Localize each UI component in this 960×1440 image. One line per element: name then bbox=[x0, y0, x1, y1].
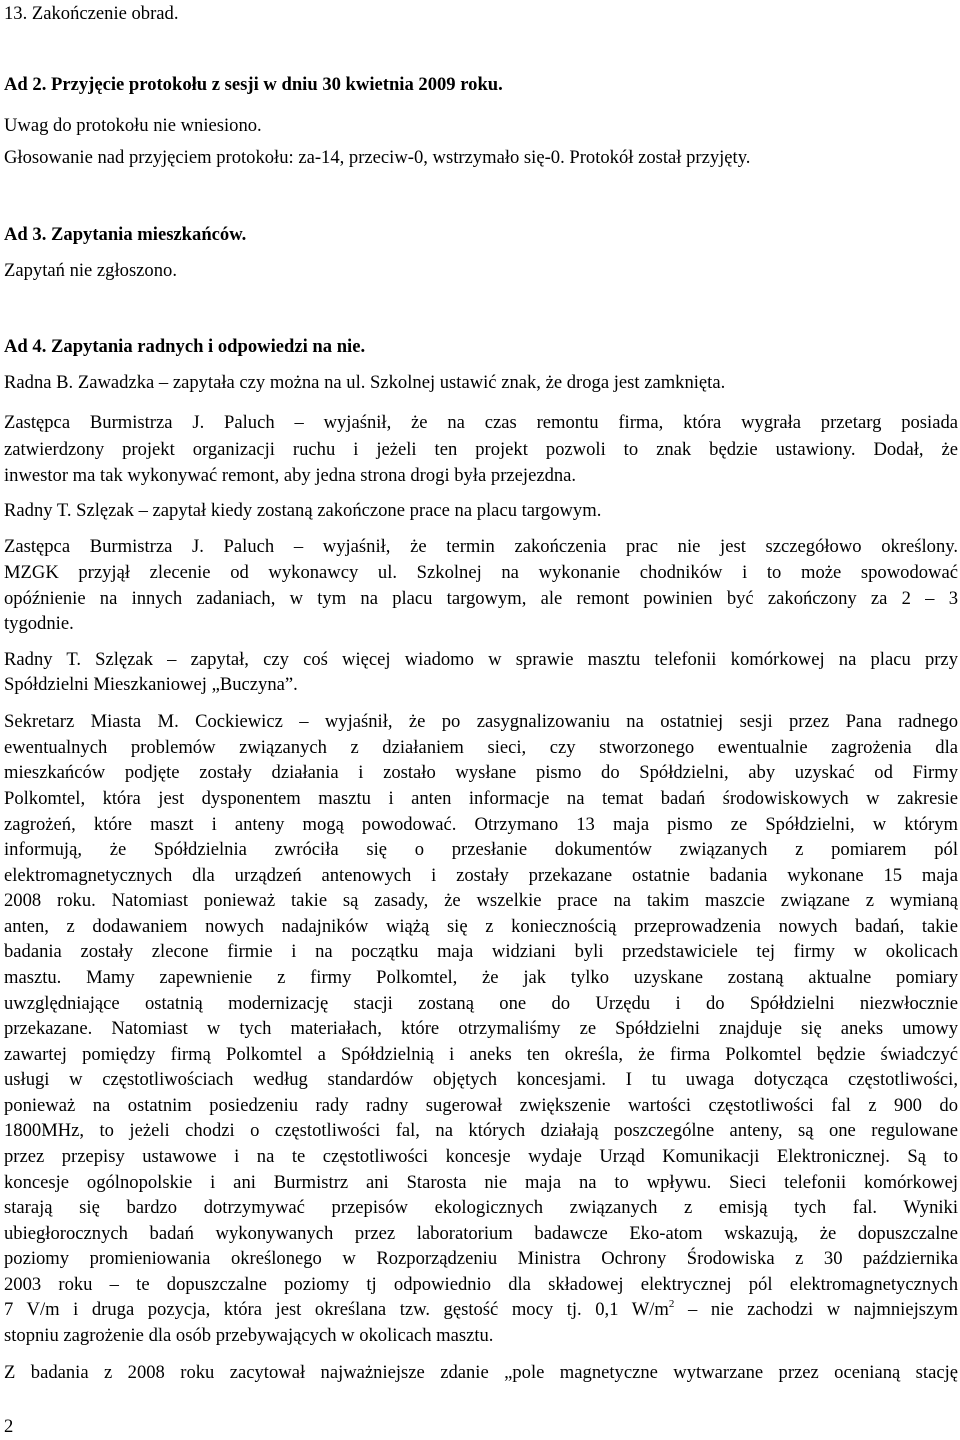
section-heading-13: 13. Zakończenie obrad. bbox=[4, 3, 179, 24]
paragraph-line: opóźnienie na innych zadaniach, w tym na placu targowym, ale remont powinien być zakończony za 2 – 3 bbox=[4, 588, 958, 609]
paragraph-line: ubiegłorocznych badań wykonywanych przez laboratorium badawcze Eko-atom wskazują, że dopuszczalne bbox=[4, 1223, 958, 1244]
paragraph-line: starają się bardzo dotrzymywać przepisów ekologicznych związanych z emisją tych fal. Wyniki bbox=[4, 1197, 958, 1218]
page-number: 2 bbox=[4, 1416, 14, 1437]
agenda-item-2-vote: Głosowanie nad przyjęciem protokołu: za-14, przeciw-0, wstrzymało się-0. Protokół został przyjęty. bbox=[4, 147, 751, 168]
paragraph-line: elektromagnetycznych dla urządzeń antenowych i zostały przekazane ostatnie badania wykonane 15 maja bbox=[4, 865, 958, 886]
paragraph-line: poziomy promieniowania określonego w Rozporządzeniu Ministra Ochrony Środowiska z 30 października bbox=[4, 1248, 958, 1269]
paragraph-line: stopniu zagrożenie dla osób przebywających w okolicach masztu. bbox=[4, 1325, 494, 1346]
text-segment: – nie zachodzi w najmniejszym bbox=[674, 1299, 958, 1320]
paragraph-line: Zastępca Burmistrza J. Paluch – wyjaśnił, że termin zakończenia prac nie jest szczegółowo określony. bbox=[4, 536, 958, 557]
paragraph-line: Sekretarz Miasta M. Cockiewicz – wyjaśnił, że po zasygnalizowaniu na ostatniej sesji przez Pana radnego bbox=[4, 711, 958, 732]
paragraph-line: 2008 roku. Natomiast ponieważ takie są zasady, że wszelkie prace na takim maszcie związane z wymianą bbox=[4, 890, 958, 911]
paragraph-line: zawartej pomiędzy firmą Polkomtel a Spółdzielnią i aneks ten określa, że firma Polkomtel będzie świadczyć bbox=[4, 1044, 958, 1065]
superscript: 2 bbox=[668, 1297, 675, 1310]
paragraph-line: usługi w częstotliwościach według standardów objętych koncesjami. I tu uwaga dotycząca częstotliwości, bbox=[4, 1069, 958, 1090]
paragraph-line: tygodnie. bbox=[4, 613, 74, 634]
paragraph-line: koncesje ogólnopolskie i ani Burmistrz ani Starosta nie maja na to wpływu. Sieci telefonii komórkowej bbox=[4, 1172, 958, 1193]
paragraph-line: zagrożeń, które maszt i anteny mogą powodować. Otrzymano 13 maja pismo ze Spółdzielni, w którym bbox=[4, 814, 958, 835]
paragraph-line: mieszkańców podjęte zostały działania i zostało wysłane pismo do Spółdzielni, aby uzyskać od Firmy bbox=[4, 762, 958, 783]
paragraph-line: Radny T. Szlęzak – zapytał, czy coś więcej wiadomo w sprawie masztu telefonii komórkowej na placu przy bbox=[4, 649, 958, 670]
text-segment: 7 V/m i druga pozycja, która jest określana tzw. gęstość mocy tj. 0,1 W/m bbox=[4, 1299, 669, 1320]
paragraph-line: Z badania z 2008 roku zacytował najważniejsze zdanie „pole magnetyczne wytwarzane przez ocenianą stację bbox=[4, 1362, 958, 1383]
paragraph-line: Spółdzielni Mieszkaniowej „Buczyna”. bbox=[4, 674, 298, 695]
paragraph-line: przekazane. Natomiast w tych materiałach, które otrzymaliśmy ze Spółdzielni znajduje się aneks umowy bbox=[4, 1018, 958, 1039]
paragraph-line: Radna B. Zawadzka – zapytała czy można na ul. Szkolnej ustawić znak, że droga jest zamknięta. bbox=[4, 372, 726, 393]
paragraph-line: przez przepisy ustawowe i na te częstotliwości koncesje wydaje Urząd Komunikacji Elektronicznej. Są to bbox=[4, 1146, 958, 1167]
paragraph-line: inwestor ma tak wykonywać remont, aby jedna strona drogi była przejezdna. bbox=[4, 465, 577, 486]
paragraph-line: MZGK przyjął zlecenie od wykonawcy ul. Szkolnej na wykonanie chodników i to może spowodować bbox=[4, 562, 958, 583]
agenda-item-2-title: Ad 2. Przyjęcie protokołu z sesji w dniu 30 kwietnia 2009 roku. bbox=[4, 74, 503, 95]
paragraph-line: badania zostały zlecone firmie i na początku maja widziani byli przedstawiciele tej firmy w okolicach bbox=[4, 941, 958, 962]
paragraph-line: Zastępca Burmistrza J. Paluch – wyjaśnił, że na czas remontu firma, która wygrała przetarg posiada bbox=[4, 412, 958, 433]
paragraph-line: zatwierdzony projekt organizacji ruchu i jeżeli ten projekt pozwoli to znak będzie ustawiony. Dodał, że bbox=[4, 439, 958, 460]
paragraph-line: masztu. Mamy zapewnienie z firmy Polkomtel, że jak tylko uzyskane zostaną aktualne pomiary bbox=[4, 967, 958, 988]
agenda-item-2-text: Uwag do protokołu nie wniesiono. bbox=[4, 115, 262, 136]
paragraph-line: uwzględniające ostatnią modernizację stacji zostaną one do Urzędu i do Spółdzielni niezwłocznie bbox=[4, 993, 958, 1014]
agenda-item-4-title: Ad 4. Zapytania radnych i odpowiedzi na nie. bbox=[4, 336, 366, 357]
paragraph-line: 2003 roku – te dopuszczalne poziomy tj odpowiednio dla składowej elektrycznej pól elektromagnetycznych bbox=[4, 1274, 958, 1295]
paragraph-line: ponieważ na ostatnim posiedzeniu rady radny sugerował zwiększenie wartości częstotliwości fal z 900 do bbox=[4, 1095, 958, 1116]
paragraph-line-with-superscript bbox=[4, 1297, 958, 1323]
paragraph-line: Radny T. Szlęzak – zapytał kiedy zostaną zakończone prace na placu targowym. bbox=[4, 500, 602, 521]
paragraph-line: informują, że Spółdzielnia zwróciła się o przesłanie dokumentów związanych z pomiarem pól bbox=[4, 839, 958, 860]
agenda-item-3-text: Zapytań nie zgłoszono. bbox=[4, 260, 177, 281]
agenda-item-3-title: Ad 3. Zapytania mieszkańców. bbox=[4, 224, 247, 245]
paragraph-line: 1800MHz, to jeżeli chodzi o częstotliwości fal, na których działają poszczególne anteny, są one regulowane bbox=[4, 1120, 958, 1141]
paragraph-line: ewentualnych problemów związanych z działaniem sieci, czy stworzonego ewentualnie zagrożenia dla bbox=[4, 737, 958, 758]
paragraph-line: anten, z dodawaniem nowych nadajników wiążą się z koniecznością przeprowadzenia nowych badań, takie bbox=[4, 916, 958, 937]
paragraph-line: Polkomtel, która jest dysponentem masztu i anten informacje na temat badań środowiskowych w zakresie bbox=[4, 788, 958, 809]
